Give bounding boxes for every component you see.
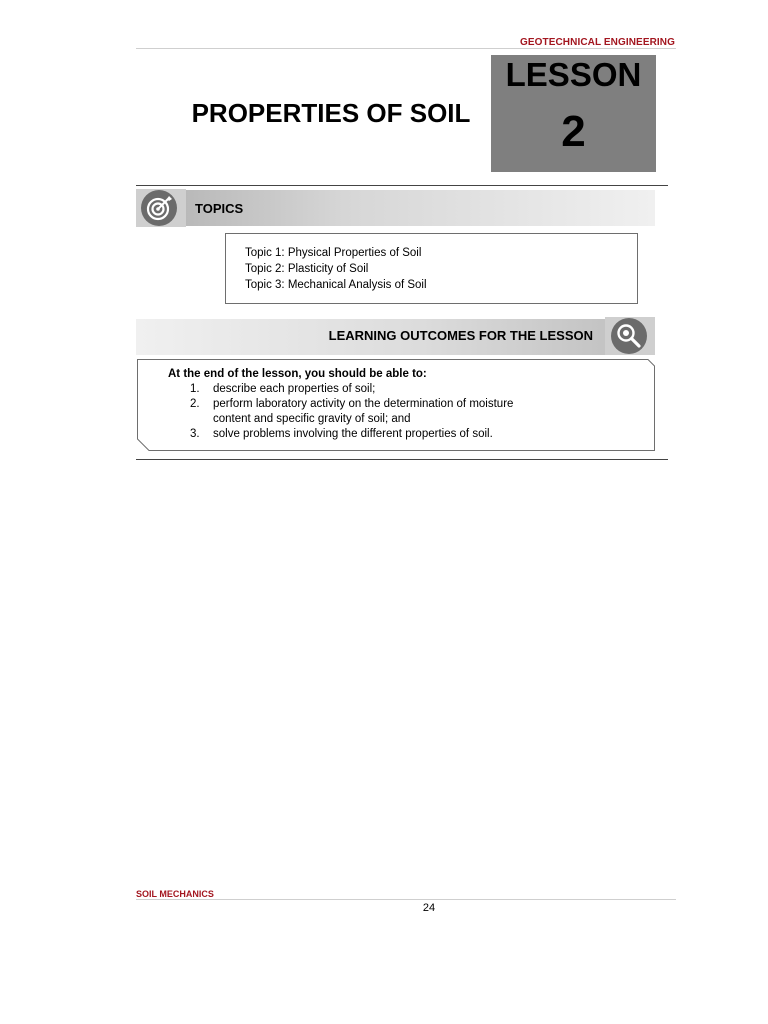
outcomes-intro: At the end of the lesson, you should be able to: [168, 368, 427, 380]
topics-list-box [225, 233, 638, 304]
page-title: PROPERTIES OF SOIL [191, 98, 471, 128]
footer-rule [136, 899, 676, 900]
outcome-text: describe each properties of soil; [213, 383, 376, 395]
outcome-number: 2. [190, 398, 200, 410]
outcomes-box [137, 359, 655, 451]
magnifier-gear-icon [611, 318, 647, 354]
section-divider-top [136, 185, 668, 186]
topic-item: Topic 3: Mechanical Analysis of Soil [245, 279, 427, 291]
topics-heading: TOPICS [195, 201, 244, 216]
section-divider-bottom [136, 459, 668, 460]
footer-course-label: SOIL MECHANICS [136, 889, 214, 899]
outcomes-heading: LEARNING OUTCOMES FOR THE LESSON [328, 328, 593, 343]
outcome-text-continued: content and specific gravity of soil; and [213, 413, 411, 425]
header-rule [136, 48, 676, 49]
outcomes-icon-badge [605, 317, 655, 355]
outcome-number: 3. [190, 428, 200, 440]
outcome-text: solve problems involving the different properties of soil. [213, 428, 493, 440]
outcome-text: perform laboratory activity on the determination of moisture [213, 398, 514, 410]
page-number: 24 [422, 902, 436, 914]
outcome-number: 1. [190, 383, 200, 395]
target-icon [141, 190, 177, 226]
topics-icon-badge [136, 189, 186, 227]
header-course-label: GEOTECHNICAL ENGINEERING [519, 37, 675, 48]
topic-item: Topic 2: Plasticity of Soil [245, 263, 369, 275]
lesson-word: LESSON [505, 56, 642, 93]
topic-item: Topic 1: Physical Properties of Soil [245, 247, 422, 259]
lesson-number: 2 [561, 107, 586, 156]
